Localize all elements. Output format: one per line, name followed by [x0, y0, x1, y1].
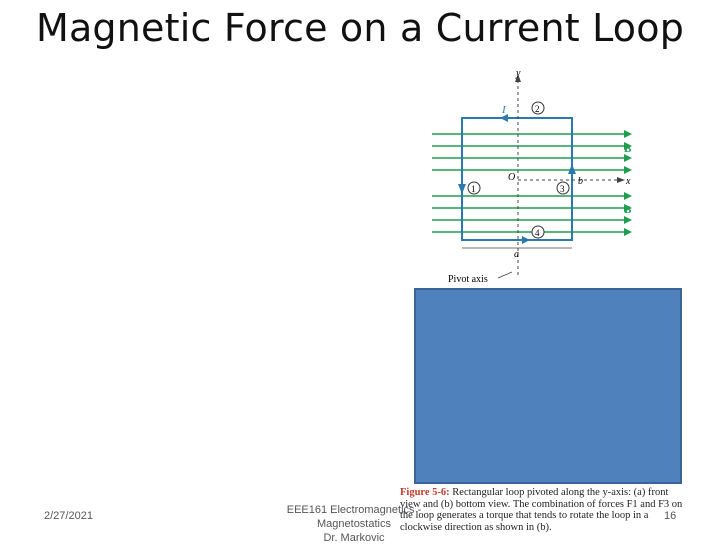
current-loop-diagram	[412, 66, 712, 288]
slide-title: Magnetic Force on a Current Loop	[35, 6, 685, 50]
svg-text:3: 3	[560, 184, 565, 194]
side-a-label: a	[514, 249, 519, 260]
y-axis-label: y	[516, 68, 521, 79]
field-label-bottom: B	[624, 204, 632, 216]
svg-text:1: 1	[471, 184, 476, 194]
svg-text:2: 2	[535, 104, 540, 114]
field-label-top: B	[624, 143, 632, 155]
figure-caption-number: Figure 5-6:	[400, 487, 450, 498]
segment-marker-4	[532, 226, 544, 238]
pivot-axis-label: Pivot axis	[448, 274, 488, 285]
magnetic-field-lines	[432, 134, 624, 232]
segment-marker-3	[557, 182, 569, 194]
svg-text:4: 4	[535, 228, 540, 238]
x-axis-label: x	[626, 176, 631, 187]
footer-course-title: EEE161 Electromagnetics - Magnetostatics	[286, 504, 422, 530]
current-loop	[462, 118, 572, 240]
figure-placeholder-box	[414, 288, 682, 484]
origin-label: O	[508, 172, 516, 183]
figure-caption-text: Rectangular loop pivoted along the y-axis: (a) front view and (b) bottom view. The combination of forces F1 and F3 on the loop generates a torque that tends to rotate the loop in a clockwise direction as shown in (b).	[400, 487, 683, 533]
footer-course	[250, 503, 458, 545]
current-label: I	[502, 104, 506, 116]
x-axis-arrow	[617, 177, 625, 183]
pivot-pointer	[498, 272, 512, 278]
footer-instructor: Dr. Markovic	[323, 532, 385, 544]
footer-date: 2/27/2021	[44, 510, 93, 522]
current-arrow-right	[568, 164, 576, 174]
current-arrow-bottom	[522, 236, 530, 244]
side-b-label: b	[578, 176, 583, 187]
segment-marker-1	[468, 182, 480, 194]
page-number: 16	[664, 510, 677, 522]
current-arrow-left	[458, 184, 466, 194]
segment-marker-2	[532, 102, 544, 114]
